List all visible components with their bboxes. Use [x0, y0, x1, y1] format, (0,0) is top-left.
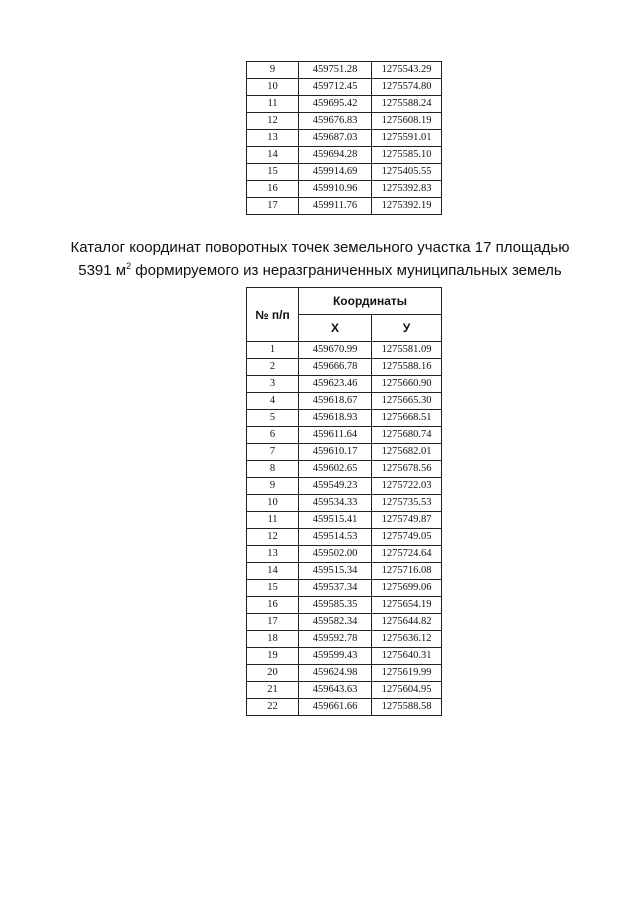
- x-coordinate-cell: 459623.46: [299, 376, 372, 393]
- title-line-2-rest: формируемого из неразграниченных муниципальных земель: [131, 262, 562, 279]
- y-coordinate-cell: 1275722.03: [372, 478, 442, 495]
- point-number-cell: 12: [247, 113, 299, 130]
- point-number-cell: 5: [247, 410, 299, 427]
- x-coordinate-cell: 459618.93: [299, 410, 372, 427]
- table-row: [247, 648, 442, 665]
- point-number-cell: 3: [247, 376, 299, 393]
- point-number-cell: 4: [247, 393, 299, 410]
- table-row: [247, 665, 442, 682]
- x-coordinate-cell: 459670.99: [299, 342, 372, 359]
- x-coordinate-cell: 459537.34: [299, 580, 372, 597]
- x-coordinate-cell: 459694.28: [299, 147, 372, 164]
- y-coordinate-cell: 1275644.82: [372, 614, 442, 631]
- point-number-cell: 17: [247, 614, 299, 631]
- y-coordinate-cell: 1275405.55: [372, 164, 442, 181]
- catalog-title: [60, 236, 580, 282]
- y-coordinate-cell: 1275682.01: [372, 444, 442, 461]
- y-coordinate-cell: 1275574.80: [372, 79, 442, 96]
- title-line-1: Каталог координат поворотных точек земельного участка 17 площадью: [70, 239, 570, 256]
- y-coordinate-cell: 1275735.53: [372, 495, 442, 512]
- table-row: [247, 461, 442, 478]
- point-number-cell: 20: [247, 665, 299, 682]
- header-point-number: № п/п: [247, 288, 299, 342]
- table-row: [247, 164, 442, 181]
- table-row: [247, 495, 442, 512]
- x-coordinate-cell: 459585.35: [299, 597, 372, 614]
- point-number-cell: 13: [247, 546, 299, 563]
- x-coordinate-cell: 459515.41: [299, 512, 372, 529]
- coordinates-table: [246, 287, 442, 716]
- x-coordinate-cell: 459661.66: [299, 699, 372, 716]
- y-coordinate-cell: 1275678.56: [372, 461, 442, 478]
- point-number-cell: 10: [247, 495, 299, 512]
- y-coordinate-cell: 1275591.01: [372, 130, 442, 147]
- table-row: [247, 62, 442, 79]
- y-coordinate-cell: 1275668.51: [372, 410, 442, 427]
- x-coordinate-cell: 459687.03: [299, 130, 372, 147]
- header-y: У: [372, 315, 442, 342]
- x-coordinate-cell: 459515.34: [299, 563, 372, 580]
- point-number-cell: 17: [247, 198, 299, 215]
- point-number-cell: 9: [247, 478, 299, 495]
- point-number-cell: 16: [247, 597, 299, 614]
- y-coordinate-cell: 1275680.74: [372, 427, 442, 444]
- point-number-cell: 15: [247, 580, 299, 597]
- table-body: [247, 62, 442, 215]
- point-number-cell: 6: [247, 427, 299, 444]
- y-coordinate-cell: 1275392.19: [372, 198, 442, 215]
- point-number-cell: 18: [247, 631, 299, 648]
- point-number-cell: 1: [247, 342, 299, 359]
- x-coordinate-cell: 459599.43: [299, 648, 372, 665]
- x-coordinate-cell: 459676.83: [299, 113, 372, 130]
- table-row: [247, 147, 442, 164]
- point-number-cell: 10: [247, 79, 299, 96]
- table-row: [247, 478, 442, 495]
- table-body: [247, 342, 442, 716]
- x-coordinate-cell: 459914.69: [299, 164, 372, 181]
- point-number-cell: 7: [247, 444, 299, 461]
- y-coordinate-cell: 1275588.58: [372, 699, 442, 716]
- y-coordinate-cell: 1275604.95: [372, 682, 442, 699]
- y-coordinate-cell: 1275585.10: [372, 147, 442, 164]
- table-row: [247, 546, 442, 563]
- x-coordinate-cell: 459643.63: [299, 682, 372, 699]
- point-number-cell: 22: [247, 699, 299, 716]
- x-coordinate-cell: 459592.78: [299, 631, 372, 648]
- point-number-cell: 11: [247, 512, 299, 529]
- point-number-cell: 12: [247, 529, 299, 546]
- table-header: [247, 288, 442, 342]
- table-row: [247, 427, 442, 444]
- y-coordinate-cell: 1275640.31: [372, 648, 442, 665]
- table-row: [247, 580, 442, 597]
- point-number-cell: 21: [247, 682, 299, 699]
- table-row: [247, 682, 442, 699]
- table-row: [247, 130, 442, 147]
- y-coordinate-cell: 1275588.16: [372, 359, 442, 376]
- point-number-cell: 19: [247, 648, 299, 665]
- table-row: [247, 597, 442, 614]
- point-number-cell: 8: [247, 461, 299, 478]
- point-number-cell: 2: [247, 359, 299, 376]
- y-coordinate-cell: 1275654.19: [372, 597, 442, 614]
- table-row: [247, 181, 442, 198]
- x-coordinate-cell: 459695.42: [299, 96, 372, 113]
- x-coordinate-cell: 459618.67: [299, 393, 372, 410]
- table-row: [247, 444, 442, 461]
- point-number-cell: 16: [247, 181, 299, 198]
- table-row: [247, 342, 442, 359]
- y-coordinate-cell: 1275716.08: [372, 563, 442, 580]
- y-coordinate-cell: 1275660.90: [372, 376, 442, 393]
- x-coordinate-cell: 459534.33: [299, 495, 372, 512]
- point-number-cell: 13: [247, 130, 299, 147]
- table-row: [247, 614, 442, 631]
- y-coordinate-cell: 1275724.64: [372, 546, 442, 563]
- x-coordinate-cell: 459911.76: [299, 198, 372, 215]
- x-coordinate-cell: 459582.34: [299, 614, 372, 631]
- x-coordinate-cell: 459602.65: [299, 461, 372, 478]
- area-value: 5391 м: [78, 262, 127, 279]
- x-coordinate-cell: 459666.78: [299, 359, 372, 376]
- title-line-2: [60, 259, 580, 282]
- y-coordinate-cell: 1275749.05: [372, 529, 442, 546]
- x-coordinate-cell: 459549.23: [299, 478, 372, 495]
- x-coordinate-cell: 459712.45: [299, 79, 372, 96]
- table-row: [247, 563, 442, 580]
- y-coordinate-cell: 1275588.24: [372, 96, 442, 113]
- table-row: [247, 96, 442, 113]
- header-coordinates: Координаты: [299, 288, 442, 315]
- table-row: [247, 631, 442, 648]
- header-x: Х: [299, 315, 372, 342]
- y-coordinate-cell: 1275543.29: [372, 62, 442, 79]
- table-row: [247, 359, 442, 376]
- table-row: [247, 376, 442, 393]
- table-row: [247, 410, 442, 427]
- y-coordinate-cell: 1275749.87: [372, 512, 442, 529]
- x-coordinate-cell: 459751.28: [299, 62, 372, 79]
- table-row: [247, 393, 442, 410]
- x-coordinate-cell: 459502.00: [299, 546, 372, 563]
- y-coordinate-cell: 1275699.06: [372, 580, 442, 597]
- x-coordinate-cell: 459610.17: [299, 444, 372, 461]
- x-coordinate-cell: 459611.64: [299, 427, 372, 444]
- point-number-cell: 14: [247, 147, 299, 164]
- table-row: [247, 113, 442, 130]
- y-coordinate-cell: 1275665.30: [372, 393, 442, 410]
- y-coordinate-cell: 1275581.09: [372, 342, 442, 359]
- y-coordinate-cell: 1275608.19: [372, 113, 442, 130]
- coordinates-table-continued: [246, 61, 442, 215]
- point-number-cell: 15: [247, 164, 299, 181]
- x-coordinate-cell: 459514.53: [299, 529, 372, 546]
- point-number-cell: 9: [247, 62, 299, 79]
- x-coordinate-cell: 459624.98: [299, 665, 372, 682]
- table-row: [247, 198, 442, 215]
- point-number-cell: 14: [247, 563, 299, 580]
- x-coordinate-cell: 459910.96: [299, 181, 372, 198]
- point-number-cell: 11: [247, 96, 299, 113]
- area-unit-superscript: 2: [126, 261, 132, 271]
- table-row: [247, 699, 442, 716]
- y-coordinate-cell: 1275392.83: [372, 181, 442, 198]
- table-row: [247, 79, 442, 96]
- table-row: [247, 529, 442, 546]
- table-row: [247, 512, 442, 529]
- y-coordinate-cell: 1275619.99: [372, 665, 442, 682]
- y-coordinate-cell: 1275636.12: [372, 631, 442, 648]
